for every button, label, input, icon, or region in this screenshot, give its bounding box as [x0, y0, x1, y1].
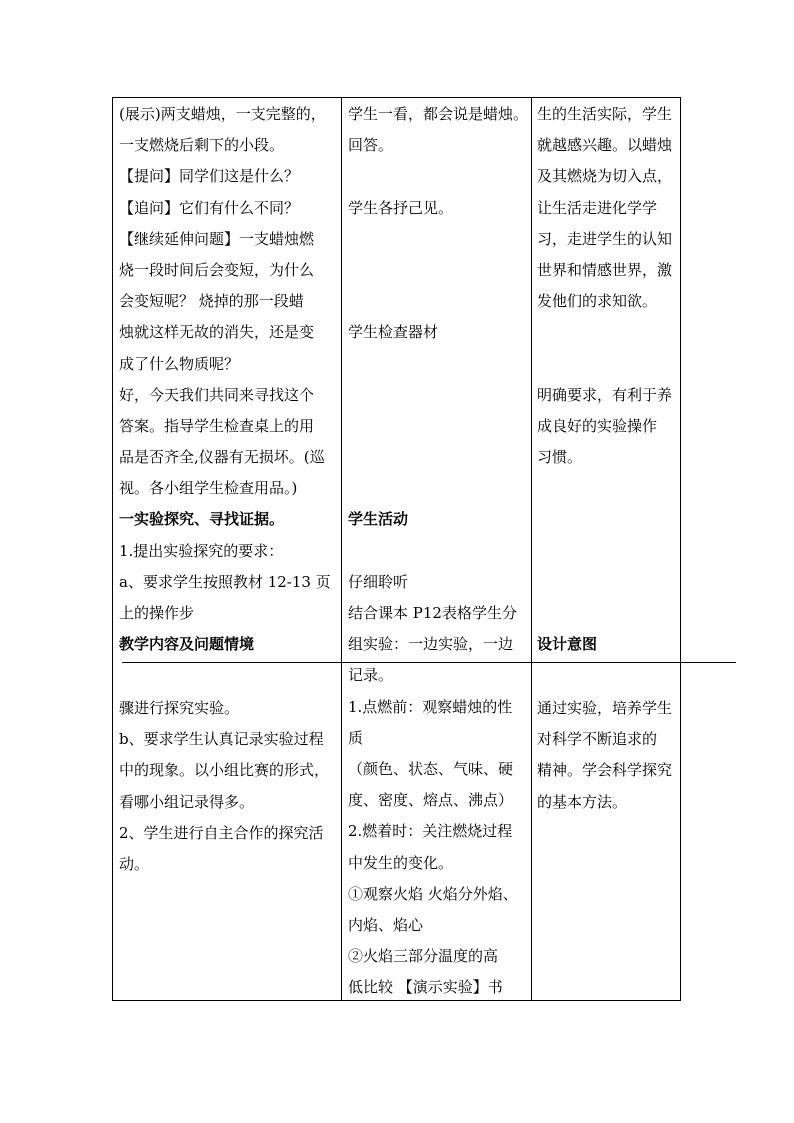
text-line [537, 536, 679, 567]
text-line: 结合课本 P12表格学生分 [348, 604, 517, 622]
text-line: 2、学生进行自主合作的探究活 [119, 823, 324, 842]
text-line: 仔细聆听 [348, 572, 409, 591]
text-line: ②火焰三部分温度的高 [348, 947, 499, 966]
text-line: 成了什么物质呢？ [119, 354, 240, 373]
text-line: 的基本方法。 [537, 792, 628, 811]
text-line: 上的操作步 [119, 604, 195, 622]
text-line: (展示)两支蜡烛，一支完整的， [119, 105, 326, 123]
text-line [537, 349, 679, 380]
text-line [537, 504, 679, 535]
text-line: 发他们的求知欲。 [537, 292, 658, 311]
text-line [537, 317, 679, 348]
column-divider-1 [341, 97, 342, 1001]
text-line: 组实验：一边实验，一边 [348, 635, 514, 654]
text-line [348, 442, 530, 473]
text-line [537, 598, 679, 629]
column-divider-2 [531, 97, 532, 1001]
column-header-teaching-content: 教学内容及问题情境 [119, 635, 255, 654]
table-top-border [112, 97, 681, 98]
text-line: 习，走进学生的认知 [537, 229, 673, 248]
text-line: 低比较 【演示实验】书 [348, 978, 503, 997]
text-line: 答案。指导学生检查桌上的用 [119, 416, 315, 435]
text-line: 一支燃烧后剩下的小段。 [119, 136, 285, 155]
text-line: 让生活走进化学学 [537, 198, 658, 217]
text-line [348, 536, 530, 567]
text-line [348, 255, 530, 286]
text-line: 好，今天我们共同来寻找这个 [119, 385, 315, 404]
teaching-content-cell [119, 99, 339, 660]
text-line: 看哪小组记录得多。 [119, 792, 255, 811]
text-line: ①观察火焰 火焰分外焰、 [348, 884, 518, 903]
text-line [537, 567, 679, 598]
student-activity-cell [348, 99, 530, 1003]
column-header-design-intent: 设计意图 [537, 635, 598, 654]
text-line [537, 473, 679, 504]
text-line: 就越感兴趣。以蜡烛 [537, 136, 673, 155]
text-line: 中发生的变化。 [348, 853, 454, 872]
text-line: 通过实验，培养学生 [537, 699, 673, 717]
teaching-content-cell-lower [119, 693, 339, 880]
text-line: 回答。 [348, 136, 394, 155]
text-line: a、要求学生按照教材 12-13 页 [119, 572, 331, 591]
text-line: 1.提出实验探究的要求： [119, 541, 284, 560]
text-line [348, 161, 530, 192]
column-header-student-activity: 学生活动 [348, 510, 409, 529]
text-line: 【追问】它们有什么不同？ [119, 198, 300, 217]
text-line: 学生检查器材 [348, 323, 439, 342]
text-line [348, 286, 530, 317]
text-line: 精神。学会科学探究 [537, 761, 673, 780]
text-line: 度、密度、熔点、沸点） [348, 791, 514, 810]
text-line: 学生各抒己见。 [348, 198, 454, 217]
design-intent-cell-lower [537, 693, 679, 818]
text-line [348, 349, 530, 380]
text-line: 烧一段时间后会变短，为什么 [119, 260, 315, 279]
text-line: 学生一看，都会说是蜡烛。 [348, 105, 529, 123]
text-line: 【继续延伸问题】一支蜡烛燃 [119, 229, 315, 248]
table-left-border [112, 97, 113, 1001]
text-line: b、要求学生认真记录实验过程 [119, 730, 324, 749]
section-heading: 一实验探究、寻找证据。 [119, 510, 285, 529]
text-line: （颜色、状态、气味、硬 [348, 759, 514, 778]
text-line: 生的生活实际，学生 [537, 105, 673, 123]
text-line: 及其燃烧为切入点， [537, 167, 673, 186]
text-line: 习惯。 [537, 448, 583, 467]
text-line: 1.点燃前：观察蜡烛的性 [348, 697, 513, 716]
text-line [348, 473, 530, 504]
text-line [348, 411, 530, 442]
text-line [348, 224, 530, 255]
table-right-border [680, 97, 681, 1001]
text-line: 对科学不断追求的 [537, 730, 658, 749]
text-line: 动。 [119, 854, 150, 873]
text-line: 2.燃着时：关注燃烧过程 [348, 822, 513, 841]
text-line: 记录。 [348, 666, 394, 685]
text-line: 视。各小组学生检查用品。) [119, 479, 298, 498]
text-line: 中的现象。以小组比赛的形式， [119, 761, 330, 780]
text-line: 【提问】同学们这是什么？ [119, 167, 300, 186]
text-line: 质 [348, 728, 364, 747]
text-line: 世界和情感世界，激 [537, 260, 673, 279]
text-line: 会变短呢？ 烧掉的那一段蜡 [119, 292, 304, 311]
text-line: 明确要求，有利于养 [537, 385, 673, 404]
text-line: 品是否齐全,仪器有无损坏。(巡 [119, 448, 325, 467]
text-line: 烛就这样无故的消失，还是变 [119, 323, 315, 342]
text-line: 成良好的实验操作 [537, 416, 658, 435]
text-line [348, 380, 530, 411]
design-intent-cell [537, 99, 679, 660]
text-line: 骤进行探究实验。 [119, 699, 240, 717]
text-line: 内焰、焰心 [348, 915, 424, 934]
